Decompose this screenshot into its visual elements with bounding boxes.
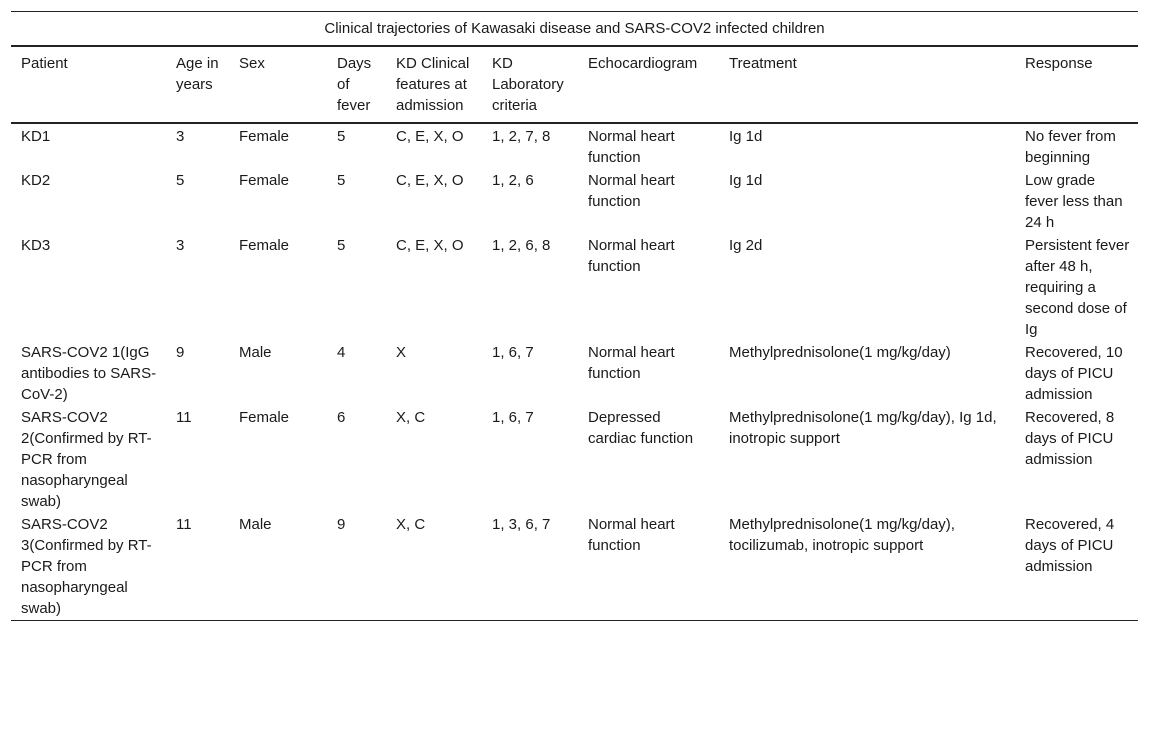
header-patient: Patient [11, 46, 166, 123]
cell-patient: KD2 [21, 172, 51, 189]
table-row [11, 123, 1138, 168]
table-container [11, 11, 1138, 621]
cell-treatment: Ig 2d [729, 237, 763, 254]
cell-treatment: Methylprednisolone(1 mg/kg/day), tocilizumab, inotropic support [719, 512, 1015, 621]
header-days-of-fever: Days of fever [327, 46, 386, 123]
cell-days: 6 [337, 409, 346, 426]
cell-response: Persistent fever after 48 h, requiring a second dose of Ig [1025, 237, 1130, 338]
table-row [11, 233, 1138, 340]
cell-kd-lab: 1, 2, 6 [492, 172, 534, 189]
cell-days: 4 [337, 344, 346, 361]
cell-days: 9 [327, 512, 386, 621]
cell-kd-clinical: X [396, 344, 407, 361]
cell-treatment: Methylprednisolone(1 mg/kg/day), Ig 1d, inotropic support [729, 409, 997, 447]
cell-sex: Male [239, 344, 272, 361]
cell-kd-clinical: C, E, X, O [396, 237, 464, 254]
table-row [11, 512, 1138, 621]
cell-kd-lab: 1, 2, 6, 8 [492, 237, 551, 254]
cell-kd-lab: 1, 6, 7 [492, 409, 534, 426]
cell-patient: KD3 [21, 237, 51, 254]
cell-response: No fever from beginning [1025, 128, 1116, 166]
cell-patient: KD1 [21, 128, 51, 145]
cell-response: Recovered, 4 days of PICU admission [1015, 512, 1138, 621]
cell-kd-clinical: X, C [396, 409, 426, 426]
cell-age: 11 [176, 409, 192, 426]
cell-echo: Normal heart function [588, 172, 675, 210]
header-response: Response [1015, 46, 1138, 123]
cell-age: 3 [176, 128, 185, 145]
cell-days: 5 [337, 237, 346, 254]
cell-echo: Normal heart function [588, 128, 675, 166]
cell-sex: Female [239, 128, 290, 145]
cell-days: 5 [337, 128, 346, 145]
cell-sex: Female [239, 172, 290, 189]
cell-sex: Male [229, 512, 327, 621]
cell-kd-clinical: C, E, X, O [396, 128, 464, 145]
cell-days: 5 [337, 172, 346, 189]
cell-kd-lab: 1, 2, 7, 8 [492, 128, 551, 145]
header-age: Age in years [166, 46, 229, 123]
cell-age: 11 [166, 512, 229, 621]
cell-age: 5 [176, 172, 185, 189]
cell-response: Recovered, 10 days of PICU admission [1025, 344, 1123, 403]
table-row [11, 340, 1138, 405]
table-title: Clinical trajectories of Kawasaki disease and SARS-COV2 infected children [11, 12, 1138, 47]
table-row [11, 405, 1138, 512]
cell-sex: Female [239, 409, 290, 426]
cell-echo: Normal heart function [588, 237, 675, 275]
cell-treatment: Ig 1d [729, 128, 763, 145]
table-title-row [11, 12, 1138, 47]
table-header-row [11, 46, 1138, 123]
cell-echo: Depressed cardiac function [588, 409, 694, 447]
header-sex: Sex [229, 46, 327, 123]
cell-response: Recovered, 8 days of PICU admission [1025, 409, 1115, 468]
cell-treatment: Ig 1d [729, 172, 763, 189]
cell-sex: Female [239, 237, 290, 254]
cell-patient: SARS-COV2 3(Confirmed by RT-PCR from nasopharyngeal swab) [11, 512, 166, 621]
cell-age: 3 [176, 237, 185, 254]
clinical-trajectories-table [11, 11, 1138, 621]
header-echocardiogram: Echocardiogram [578, 46, 719, 123]
header-kd-clinical: KD Clinical features at admission [386, 46, 482, 123]
cell-kd-clinical: X, C [386, 512, 482, 621]
table-row [11, 168, 1138, 233]
cell-patient: SARS-COV2 2(Confirmed by RT-PCR from nasopharyngeal swab) [21, 409, 152, 510]
cell-echo: Normal heart function [588, 344, 675, 382]
cell-echo: Normal heart function [578, 512, 719, 621]
cell-age: 9 [176, 344, 185, 361]
cell-kd-lab: 1, 3, 6, 7 [482, 512, 578, 621]
header-kd-laboratory: KD Laboratory criteria [482, 46, 578, 123]
cell-treatment: Methylprednisolone(1 mg/kg/day) [729, 344, 951, 361]
cell-patient: SARS-COV2 1(IgG antibodies to SARS-CoV-2) [21, 344, 157, 403]
header-treatment: Treatment [719, 46, 1015, 123]
cell-response: Low grade fever less than 24 h [1025, 172, 1123, 231]
cell-kd-clinical: C, E, X, O [396, 172, 464, 189]
cell-kd-lab: 1, 6, 7 [492, 344, 534, 361]
